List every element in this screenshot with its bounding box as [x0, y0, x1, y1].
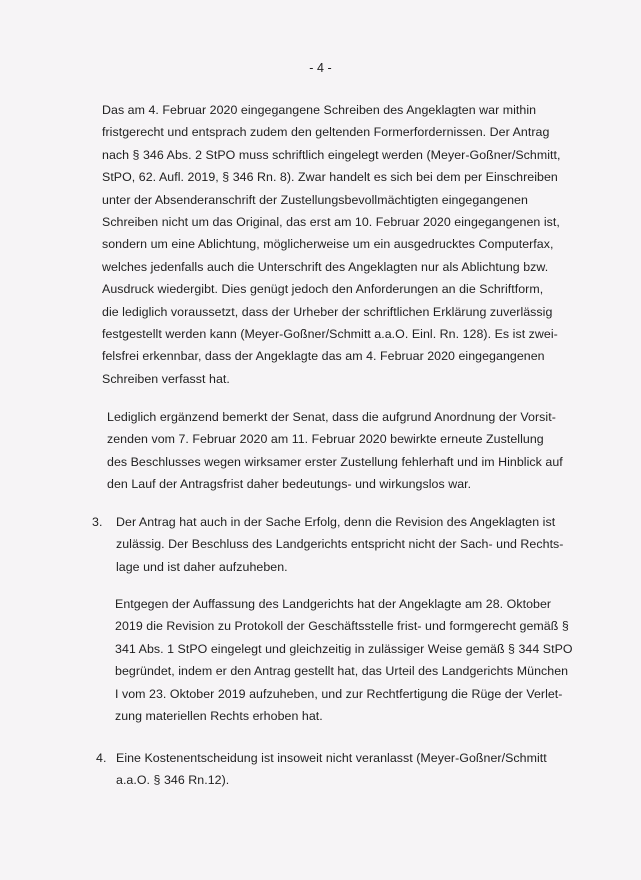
paragraph-line: unter der Absenderanschrift der Zustellungsbevollmächtigten eingegangenen [102, 192, 528, 207]
list-item-4 [96, 747, 572, 792]
paragraph-line: die lediglich voraussetzt, dass der Urheber der schriftlichen Erklärung zuverlässig [102, 304, 553, 319]
paragraph-line: Der Antrag hat auch in der Sache Erfolg, denn die Revision des Angeklagten ist [116, 515, 556, 529]
paragraph-line: zenden vom 7. Februar 2020 am 11. Februar 2020 bewirkte erneute Zustellung [107, 432, 544, 447]
paragraph-line: welches jedenfalls auch die Unterschrift des Angeklagten nur als Ablichtung bzw. [102, 259, 549, 274]
paragraph-line: I vom 23. Oktober 2019 aufzuheben, und zur Rechtfertigung die Rüge der Verlet- [115, 686, 563, 701]
paragraph-2 [107, 406, 573, 496]
list-item-text [116, 747, 572, 792]
paragraph-line: Schreiben nicht um das Original, das erst am 10. Februar 2020 eingegangenen ist, [102, 215, 560, 230]
list-item-number: 4. [96, 751, 107, 765]
paragraph-line: Schreiben verfasst hat. [102, 371, 230, 386]
paragraph-line: festgestellt werden kann (Meyer-Goßner/Schmitt a.a.O. Einl. Rn. 128). Es ist zwei- [102, 327, 558, 342]
paragraph-line: Lediglich ergänzend bemerkt der Senat, dass die aufgrund Anordnung der Vorsit- [107, 410, 556, 424]
paragraph-line: zulässig. Der Beschluss des Landgerichts entspricht nicht der Sach- und Rechts- [116, 537, 564, 552]
paragraph-line: Ausdruck wiedergibt. Dies genügt jedoch den Anforderungen an die Schriftform, [102, 282, 544, 297]
paragraph-line: lage und ist daher aufzuheben. [116, 559, 288, 574]
paragraph-1 [102, 99, 572, 390]
paragraph-line: begründet, indem er den Antrag gestellt hat, das Urteil des Landgerichts München [115, 664, 569, 679]
paragraph-line: Eine Kostenentscheidung ist insoweit nicht veranlasst (Meyer-Goßner/Schmitt [116, 751, 547, 765]
paragraph-line: nach § 346 Abs. 2 StPO muss schriftlich eingelegt werden (Meyer-Goßner/Schmitt, [102, 147, 561, 162]
paragraph-line: 341 Abs. 1 StPO eingelegt und gleichzeitig in zulässiger Weise gemäß § 344 StPO [115, 641, 573, 656]
paragraph-line: StPO, 62. Aufl. 2019, § 346 Rn. 8). Zwar handelt es sich bei dem per Einschreiben [102, 170, 558, 185]
paragraph-line: zung materiellen Rechts erhoben hat. [115, 709, 323, 724]
paragraph-line: sondern um eine Ablichtung, möglicherweise um ein ausgedrucktes Computerfax, [102, 237, 554, 252]
paragraph-line: des Beschlusses wegen wirksamer erster Zustellung fehlerhaft und im Hinblick auf [107, 454, 563, 469]
paragraph-line: Das am 4. Februar 2020 eingegangene Schreiben des Angeklagten war mithin [102, 103, 537, 117]
paragraph-line: felsfrei erkennbar, dass der Angeklagte das am 4. Februar 2020 eingegangenen [102, 349, 545, 364]
paragraph-line: a.a.O. § 346 Rn.12). [116, 773, 230, 788]
list-item-3 [92, 511, 572, 578]
list-item-number: 3. [92, 515, 103, 529]
paragraph-line: 2019 die Revision zu Protokoll der Geschäftsstelle frist- und formgerecht gemäß § [115, 619, 569, 634]
paragraph-line: fristgerecht und entsprach zudem den geltenden Formerfordernissen. Der Antrag [102, 125, 550, 140]
list-item-text [116, 511, 572, 578]
paragraph-3 [115, 593, 575, 727]
paragraph-line: Entgegen der Auffassung des Landgerichts hat der Angeklagte am 28. Oktober [115, 597, 552, 611]
paragraph-line: den Lauf der Antragsfrist daher bedeutungs- und wirkungslos war. [107, 477, 472, 492]
page-number: - 4 - [309, 61, 332, 75]
